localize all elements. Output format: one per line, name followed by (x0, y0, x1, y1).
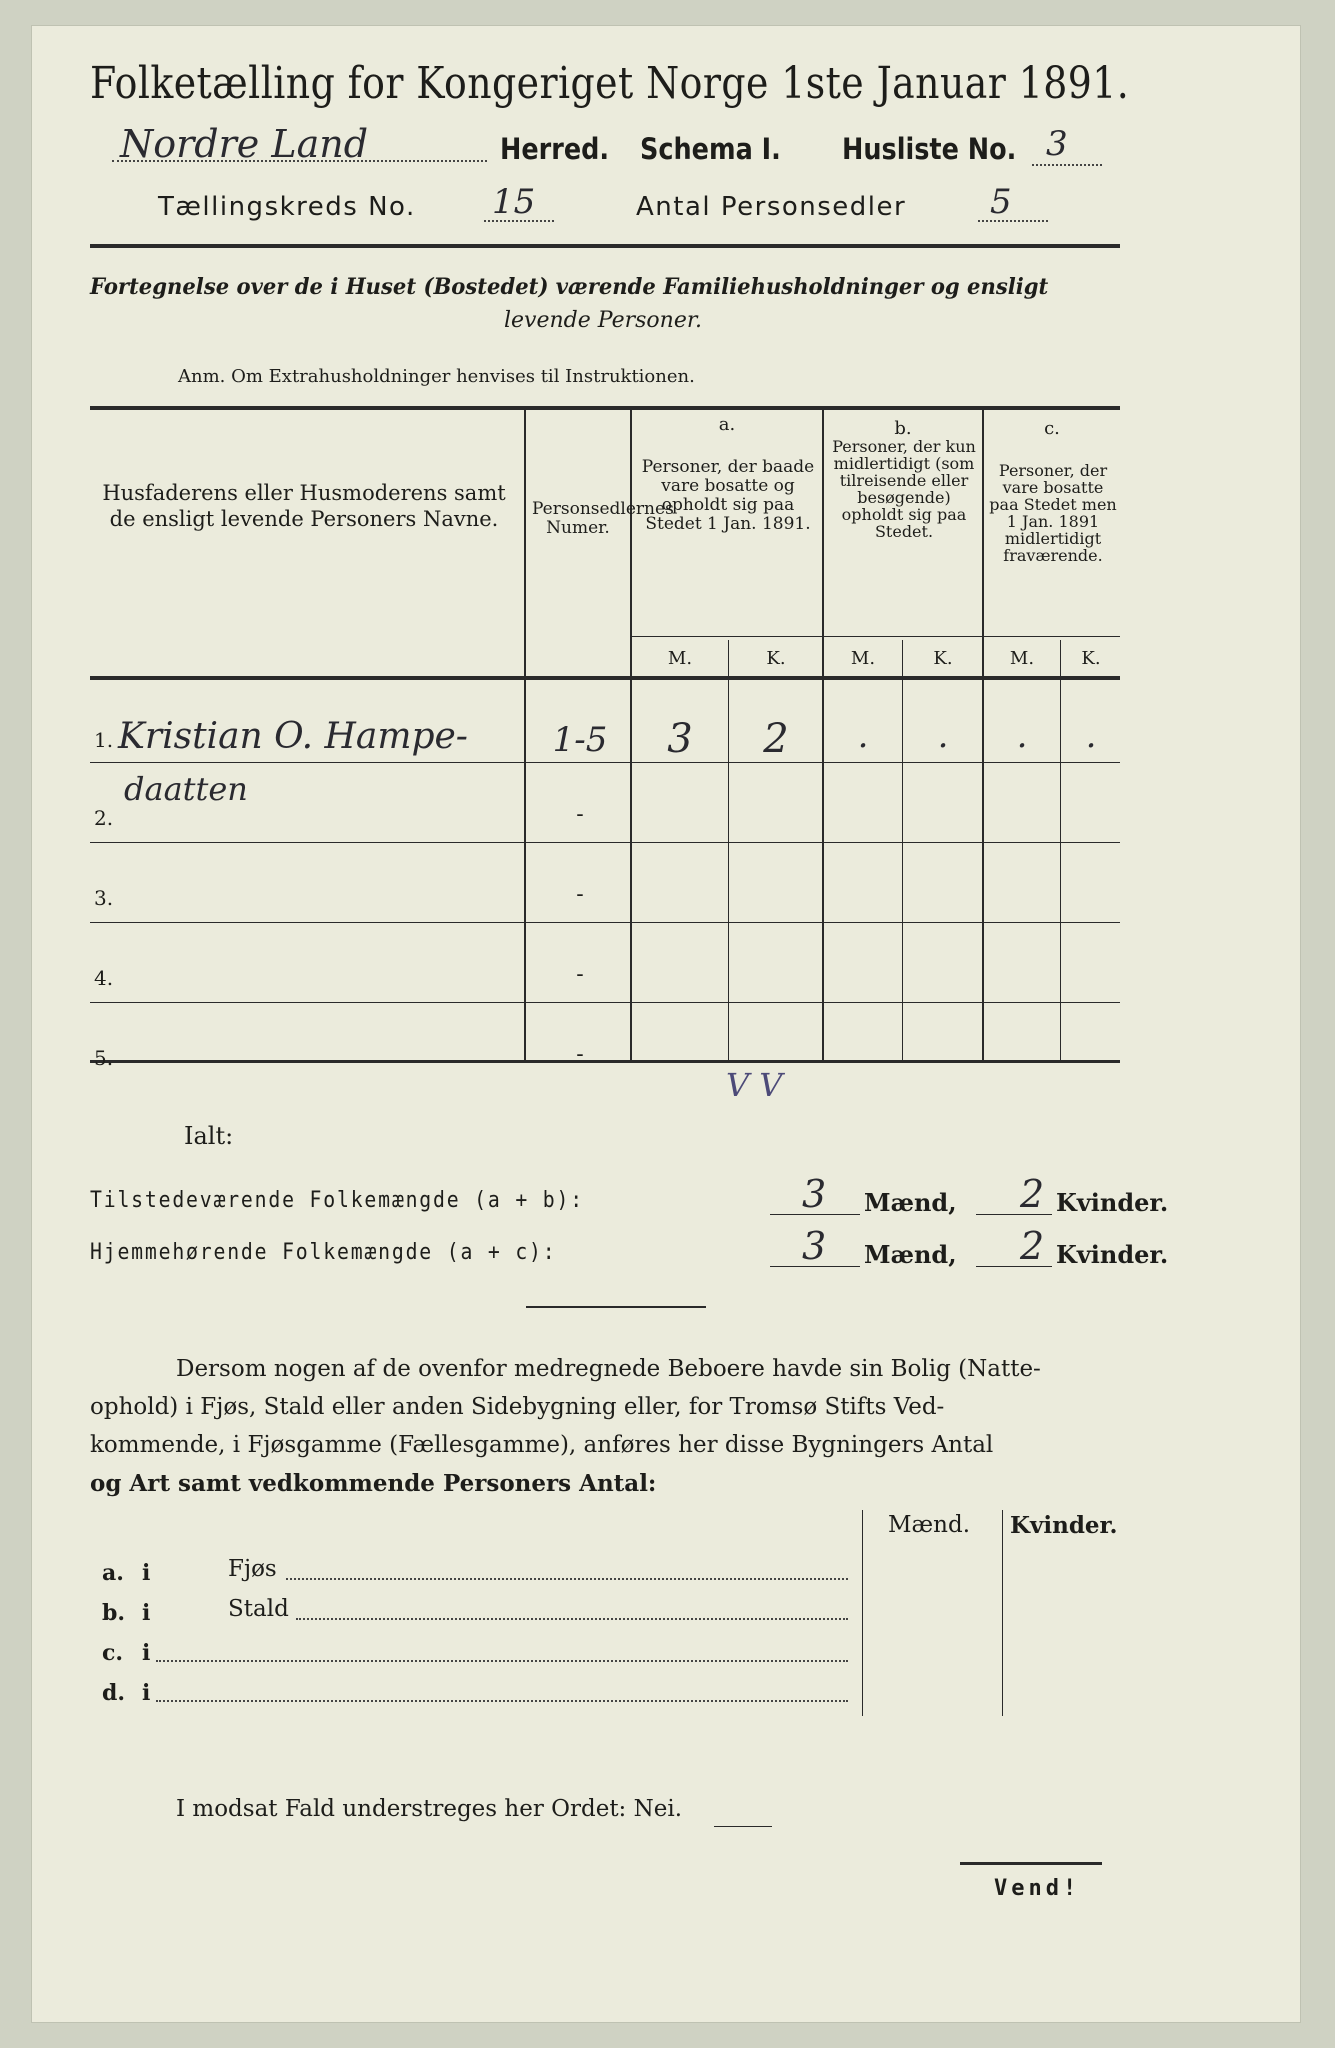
herred-dotline (112, 160, 487, 162)
row-1-c-m: . (1016, 716, 1028, 756)
row-1-a-k: 2 (763, 716, 789, 762)
husliste-dotline (1032, 164, 1102, 166)
outbuildings-para-4: og Art samt vedkommende Personers Antal: (90, 1470, 657, 1497)
tilstede-maend-rule (770, 1214, 860, 1215)
col-divider-name (524, 410, 526, 1060)
anm-note: Anm. Om Extrahusholdninger henvises til Instruktionen. (178, 366, 695, 387)
c-k-label: K. (1081, 648, 1101, 669)
outbuilding-c-i: i (142, 1640, 151, 1666)
outbuilding-a-letter: a. (102, 1560, 124, 1586)
check-marks: V V (726, 1066, 783, 1104)
herred-label: Herred. (500, 132, 610, 166)
herred-value: Nordre Land (120, 122, 369, 166)
row-4-num: - (576, 962, 584, 987)
row-rule-3 (90, 922, 1120, 923)
tilstede-kvinder-rule (976, 1214, 1052, 1215)
row-1-number: 1. (94, 728, 114, 752)
vend-label: Vend! (994, 1876, 1081, 1901)
personsedler-value: 5 (990, 182, 1012, 222)
outbuildings-para-1: Dersom nogen af de ovenfor medregnede Beboere havde sin Bolig (Natte- (176, 1356, 1041, 1382)
tilstede-kvinder-value: 2 (1020, 1172, 1045, 1216)
intro-line2: levende Personer. (504, 308, 702, 333)
col-divider-b-mk (902, 640, 903, 1060)
outbuilding-b-i: i (142, 1600, 151, 1626)
col-a-header: Personer, der baade vare bosatte og opholdt sig paa Stedet 1 Jan. 1891. (641, 457, 815, 534)
row-1-a-m: 3 (667, 716, 693, 762)
row-5-num: - (576, 1042, 584, 1067)
tilstede-maend-value: 3 (802, 1172, 827, 1216)
ialt-label: Ialt: (184, 1122, 234, 1150)
section-divider (526, 1306, 706, 1308)
row-2-number: 2. (94, 806, 114, 830)
col-c-letter: c. (1044, 418, 1060, 439)
col-divider-c-mk (1060, 640, 1061, 1060)
outbuildings-para-2: ophold) i Fjøs, Stald eller anden Sidebygning eller, for Tromsø Stifts Ved- (90, 1394, 945, 1420)
outbuildings-divider-mid (1002, 1510, 1003, 1716)
outbuilding-d-letter: d. (102, 1680, 126, 1706)
tilstede-label: Tilstedeværende Folkemængde (a + b): (90, 1188, 584, 1213)
hjemme-maend-value: 3 (802, 1224, 827, 1268)
kreds-label: Tællingskreds No. (158, 192, 416, 222)
row-1-b-m: . (857, 716, 869, 756)
personsedler-dotline (978, 220, 1048, 222)
schema-label: Schema I. (640, 132, 781, 166)
c-m-label: M. (1009, 648, 1035, 669)
row-1-num: 1-5 (552, 720, 608, 760)
outbuilding-b-dotline (296, 1618, 848, 1620)
vend-rule (960, 1862, 1102, 1865)
outbuilding-c-dotline (156, 1660, 848, 1662)
husliste-label: Husliste No. (842, 132, 1017, 166)
row-1-name: Kristian O. Hampe- (118, 716, 468, 757)
tilstede-kvinder-label: Kvinder. (1056, 1188, 1169, 1217)
outbuilding-a-i: i (142, 1560, 151, 1586)
outbuilding-c-letter: c. (102, 1640, 124, 1666)
hjemme-label: Hjemmehørende Folkemængde (a + c): (90, 1240, 557, 1265)
outbuilding-a-dotline (286, 1578, 848, 1580)
col-b-letter: b. (894, 418, 912, 439)
kreds-value: 15 (492, 182, 536, 222)
outbuildings-para-3: kommende, i Fjøsgamme (Fællesgamme), anføres her disse Bygningers Antal (90, 1432, 994, 1458)
header-rule (90, 244, 1120, 248)
outbuildings-divider-left (862, 1510, 863, 1716)
row-1-c-k: . (1085, 716, 1097, 756)
kreds-dotline (484, 220, 554, 222)
outbuilding-b-letter: b. (102, 1600, 126, 1626)
outbuilding-b-label: Stald (228, 1596, 289, 1622)
personsedler-label: Antal Personsedler (636, 192, 907, 222)
nei-underline (714, 1826, 772, 1827)
row-2-num: - (576, 802, 584, 827)
outbuildings-kvinder-header: Kvinder. (1010, 1512, 1118, 1539)
a-m-label: M. (667, 648, 693, 669)
outbuilding-d-i: i (142, 1680, 151, 1706)
row-4-number: 4. (94, 966, 114, 990)
row-3-num: - (576, 882, 584, 907)
row-5-number: 5. (94, 1046, 114, 1070)
tilstede-maend-label: Mænd, (864, 1188, 957, 1217)
hjemme-maend-label: Mænd, (864, 1240, 957, 1269)
husliste-value: 3 (1046, 124, 1068, 164)
outbuilding-d-dotline (156, 1700, 848, 1702)
row-rule-4 (90, 1002, 1120, 1003)
form-title: Folketælling for Kongeriget Norge 1ste Januar 1891. (90, 58, 1130, 109)
col-b-header: Personer, der kun midlertidigt (som tilreisende eller besøgende) opholdt sig paa Stedet. (832, 437, 976, 541)
col-num-header: Personsedlernes Numer. (532, 499, 674, 538)
modsat-note: I modsat Fald understreges her Ordet: Nei. (176, 1796, 683, 1822)
intro-line1: Fortegnelse over de i Huset (Bostedet) værende Familiehusholdninger og ensligt (90, 274, 1049, 300)
row-rule-2 (90, 842, 1120, 843)
mk-subheader-rule (632, 636, 1120, 637)
a-k-label: K. (766, 648, 786, 669)
row-1-b-k: . (937, 716, 949, 756)
hjemme-kvinder-label: Kvinder. (1056, 1240, 1169, 1269)
b-m-label: M. (850, 648, 876, 669)
row-1-name-cont: daatten (124, 770, 248, 808)
row-3-number: 3. (94, 886, 114, 910)
col-c-header: Personer, der vare bosatte paa Stedet men 1 Jan. 1891 midlertidigt fraværende. (989, 461, 1117, 565)
table-top-rule (90, 406, 1120, 410)
col-name-header: Husfaderens eller Husmoderens samt de ensligt levende Personers Navne. (102, 481, 506, 531)
row-rule-1 (90, 762, 1120, 763)
table-header-rule (90, 676, 1120, 680)
outbuilding-a-label: Fjøs (228, 1556, 277, 1582)
census-form-page (32, 26, 1300, 2022)
col-a-letter: a. (718, 414, 736, 435)
col-divider-a-mk (728, 640, 729, 1060)
hjemme-kvinder-rule (976, 1266, 1052, 1267)
b-k-label: K. (933, 648, 953, 669)
outbuildings-maend-header: Mænd. (888, 1512, 971, 1538)
hjemme-kvinder-value: 2 (1020, 1224, 1045, 1268)
hjemme-maend-rule (770, 1266, 860, 1267)
